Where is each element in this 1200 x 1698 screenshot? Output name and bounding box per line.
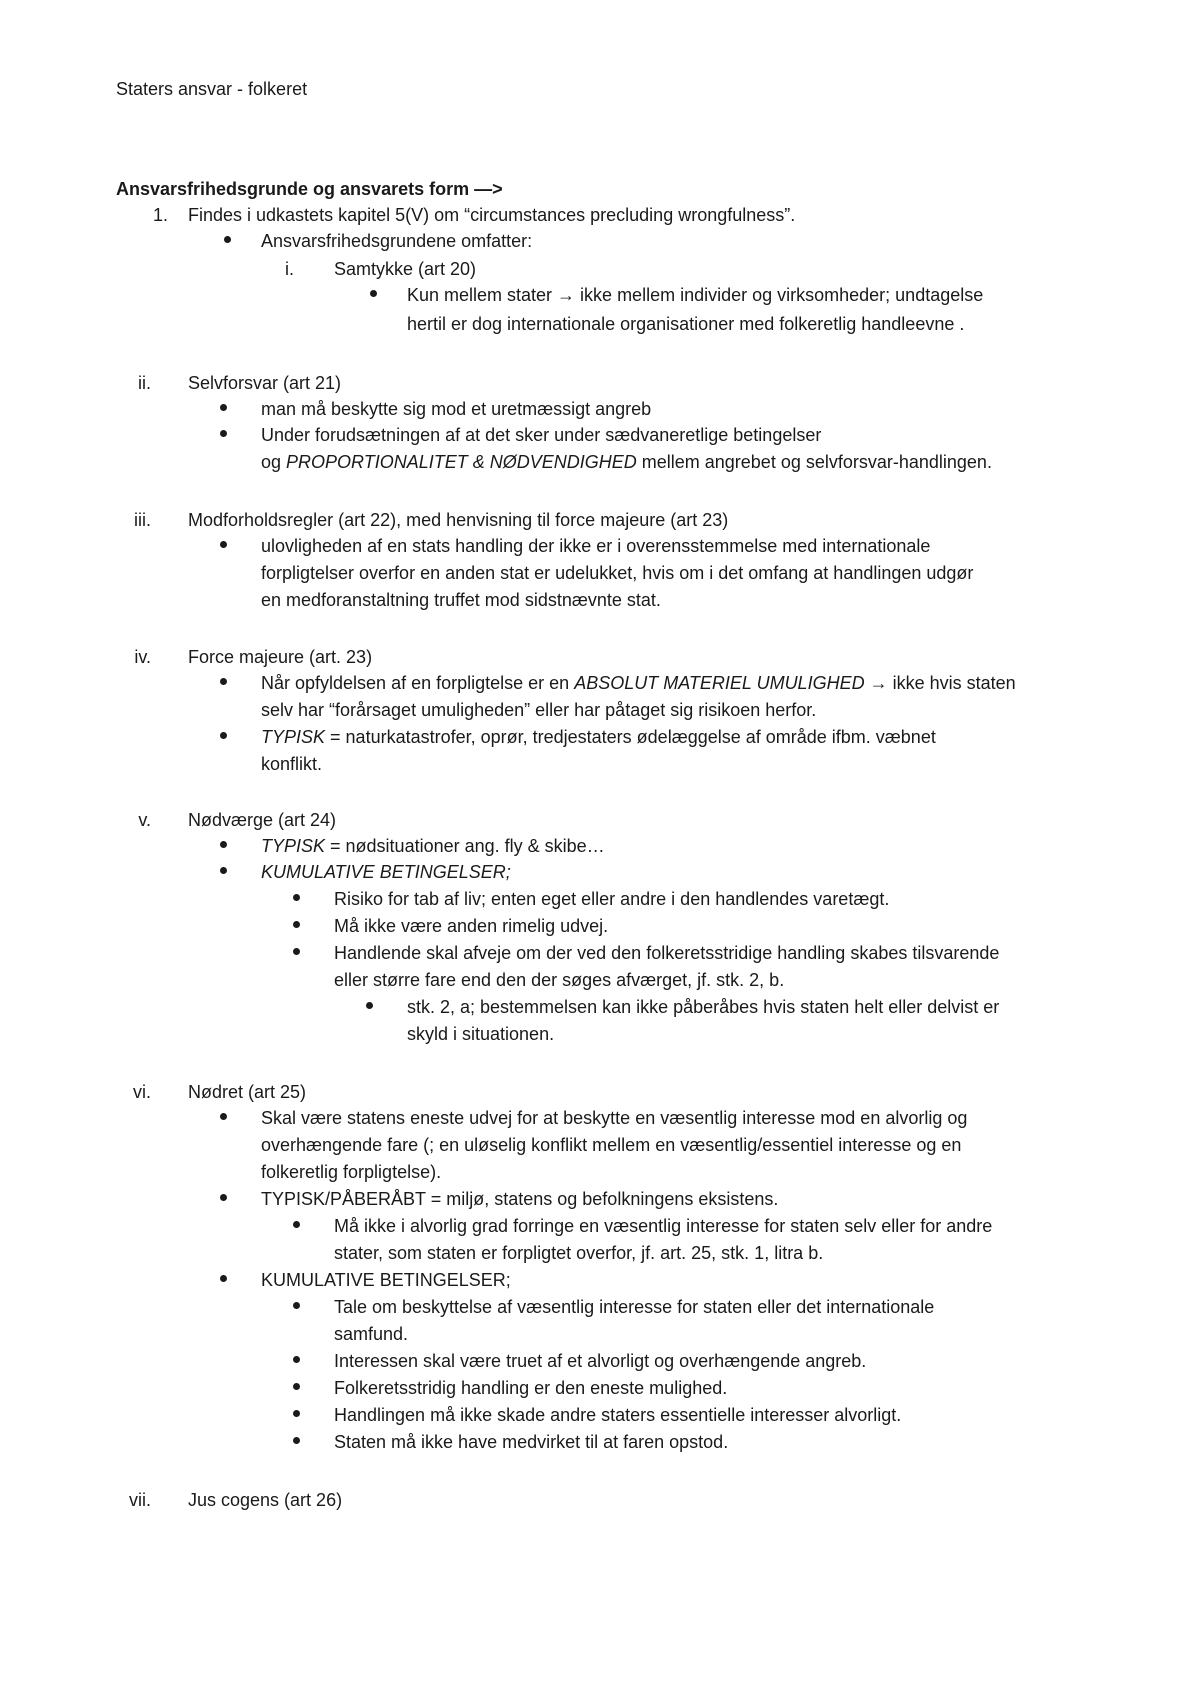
bullet-icon	[293, 921, 300, 928]
bullet-icon	[293, 894, 300, 901]
bullet-icon	[220, 732, 227, 739]
list-marker-ii: ii.	[138, 373, 151, 393]
list-item-iv: Force majeure (art. 23)	[188, 647, 373, 667]
bullet-icon	[293, 1302, 300, 1309]
list-item-sub: Risiko for tab af liv; enten eget eller andre i den handlendes varetægt.	[334, 889, 890, 909]
list-item-bullet: ulovligheden af en stats handling der ikke er i overensstemmelse med internationale	[261, 536, 931, 556]
bullet-icon	[220, 541, 227, 548]
list-item-sub: Interessen skal være truet af et alvorligt og overhængende angreb.	[334, 1351, 867, 1371]
bullet-icon	[293, 1383, 300, 1390]
list-item-vii: Jus cogens (art 26)	[188, 1490, 343, 1510]
list-item-bullet: Ansvarsfrihedsgrundene omfatter:	[261, 231, 533, 251]
bullet-icon	[224, 236, 231, 243]
bullet-icon	[293, 1356, 300, 1363]
list-item-sub-cont: eller større fare end den der søges afværget, jf. stk. 2, b.	[334, 970, 785, 990]
list-item-bullet-cont: overhængende fare (; en uløselig konflikt mellem en væsentlig/essentiel interesse og en	[261, 1135, 962, 1155]
list-item-bullet: Skal være statens eneste udvej for at beskytte en væsentlig interesse mod en alvorlig og	[261, 1108, 968, 1128]
list-item-bullet: KUMULATIVE BETINGELSER;	[261, 1270, 511, 1290]
header-title: Staters ansvar - folkeret	[116, 79, 308, 99]
bullet-icon	[220, 1194, 227, 1201]
bullet-icon	[220, 678, 227, 685]
list-item-bullet: TYPISK/PÅBERÅBT = miljø, statens og befolkningens eksistens.	[261, 1189, 779, 1209]
list-marker-iv: iv.	[134, 647, 151, 667]
list-item-i: Samtykke (art 20)	[334, 259, 477, 279]
list-item-bullet: man må beskytte sig mod et uretmæssigt angreb	[261, 399, 652, 419]
list-item-bullet-cont: folkeretlig forpligtelse).	[261, 1162, 442, 1182]
list-marker-vi: vi.	[133, 1082, 151, 1102]
bullet-icon	[220, 430, 227, 437]
list-item-bullet-cont: og PROPORTIONALITET & NØDVENDIGHED mellem angrebet og selvforsvar-handlingen.	[261, 452, 992, 472]
list-item-bullet: Under forudsætningen af at det sker under sædvaneretlige betingelser	[261, 425, 822, 445]
bullet-icon	[220, 1275, 227, 1282]
bullet-icon	[293, 1410, 300, 1417]
list-item-v: Nødværge (art 24)	[188, 810, 337, 830]
list-item-subsub: stk. 2, a; bestemmelsen kan ikke påberåbes hvis staten helt eller delvist er	[407, 997, 1000, 1017]
list-item-bullet-cont: en medforanstaltning truffet mod sidstnævnte stat.	[261, 590, 661, 610]
list-marker-i: i.	[285, 259, 294, 279]
list-item-bullet-cont: konflikt.	[261, 754, 323, 774]
list-item-bullet: KUMULATIVE BETINGELSER;	[261, 862, 511, 882]
bullet-icon	[220, 404, 227, 411]
list-marker-vii: vii.	[129, 1490, 151, 1510]
bullet-icon	[293, 1221, 300, 1228]
list-item-sub: Staten må ikke have medvirket til at faren opstod.	[334, 1432, 729, 1452]
bullet-icon	[220, 841, 227, 848]
list-item-sub-cont: samfund.	[334, 1324, 409, 1344]
list-item-sub: Folkeretsstridig handling er den eneste mulighed.	[334, 1378, 728, 1398]
list-item-vi: Nødret (art 25)	[188, 1082, 307, 1102]
list-item-ii: Selvforsvar (art 21)	[188, 373, 342, 393]
list-marker-v: v.	[138, 810, 151, 830]
list-item-bullet: TYPISK = nødsituationer ang. fly & skibe…	[261, 836, 605, 856]
list-item-sub: Handlende skal afveje om der ved den folkeretsstridige handling skabes tilsvarende	[334, 943, 1000, 963]
list-item-bullet: Kun mellem stater → ikke mellem individer og virksomheder; undtagelse	[407, 285, 984, 305]
list-item-bullet-cont: hertil er dog internationale organisationer med folkeretlig handleevne .	[407, 314, 965, 334]
list-item-bullet: TYPISK = naturkatastrofer, oprør, tredjestaters ødelæggelse af område ifbm. væbnet	[261, 727, 936, 747]
list-item-sub: Må ikke være anden rimelig udvej.	[334, 916, 609, 936]
list-marker-1: 1.	[153, 205, 169, 225]
bullet-icon	[220, 1113, 227, 1120]
list-item-1: Findes i udkastets kapitel 5(V) om “circumstances precluding wrongfulness”.	[188, 205, 796, 225]
list-item-sub: Må ikke i alvorlig grad forringe en væsentlig interesse for staten selv eller for andre	[334, 1216, 993, 1236]
bullet-icon	[366, 1002, 373, 1009]
list-item-bullet: Når opfyldelsen af en forpligtelse er en ABSOLUT MATERIEL UMULIGHED → ikke hvis staten	[261, 673, 1016, 693]
list-item-iii: Modforholdsregler (art 22), med henvisning til force majeure (art 23)	[188, 510, 729, 530]
list-item-subsub-cont: skyld i situationen.	[407, 1024, 555, 1044]
bullet-icon	[370, 290, 377, 297]
bullet-icon	[293, 1437, 300, 1444]
list-item-sub: Tale om beskyttelse af væsentlig interesse for staten eller det internationale	[334, 1297, 935, 1317]
list-item-bullet-cont: selv har “forårsaget umuligheden” eller har påtaget sig risikoen herfor.	[261, 700, 817, 720]
list-item-sub: Handlingen må ikke skade andre staters essentielle interesser alvorligt.	[334, 1405, 902, 1425]
list-marker-iii: iii.	[134, 510, 151, 530]
list-item-bullet-cont: forpligtelser overfor en anden stat er udelukket, hvis om i det omfang at handlingen udgør	[261, 563, 974, 583]
bullet-icon	[293, 948, 300, 955]
section-heading: Ansvarsfrihedsgrunde og ansvarets form —>	[116, 179, 503, 199]
list-item-sub-cont: stater, som staten er forpligtet overfor, jf. art. 25, stk. 1, litra b.	[334, 1243, 824, 1263]
bullet-icon	[220, 867, 227, 874]
